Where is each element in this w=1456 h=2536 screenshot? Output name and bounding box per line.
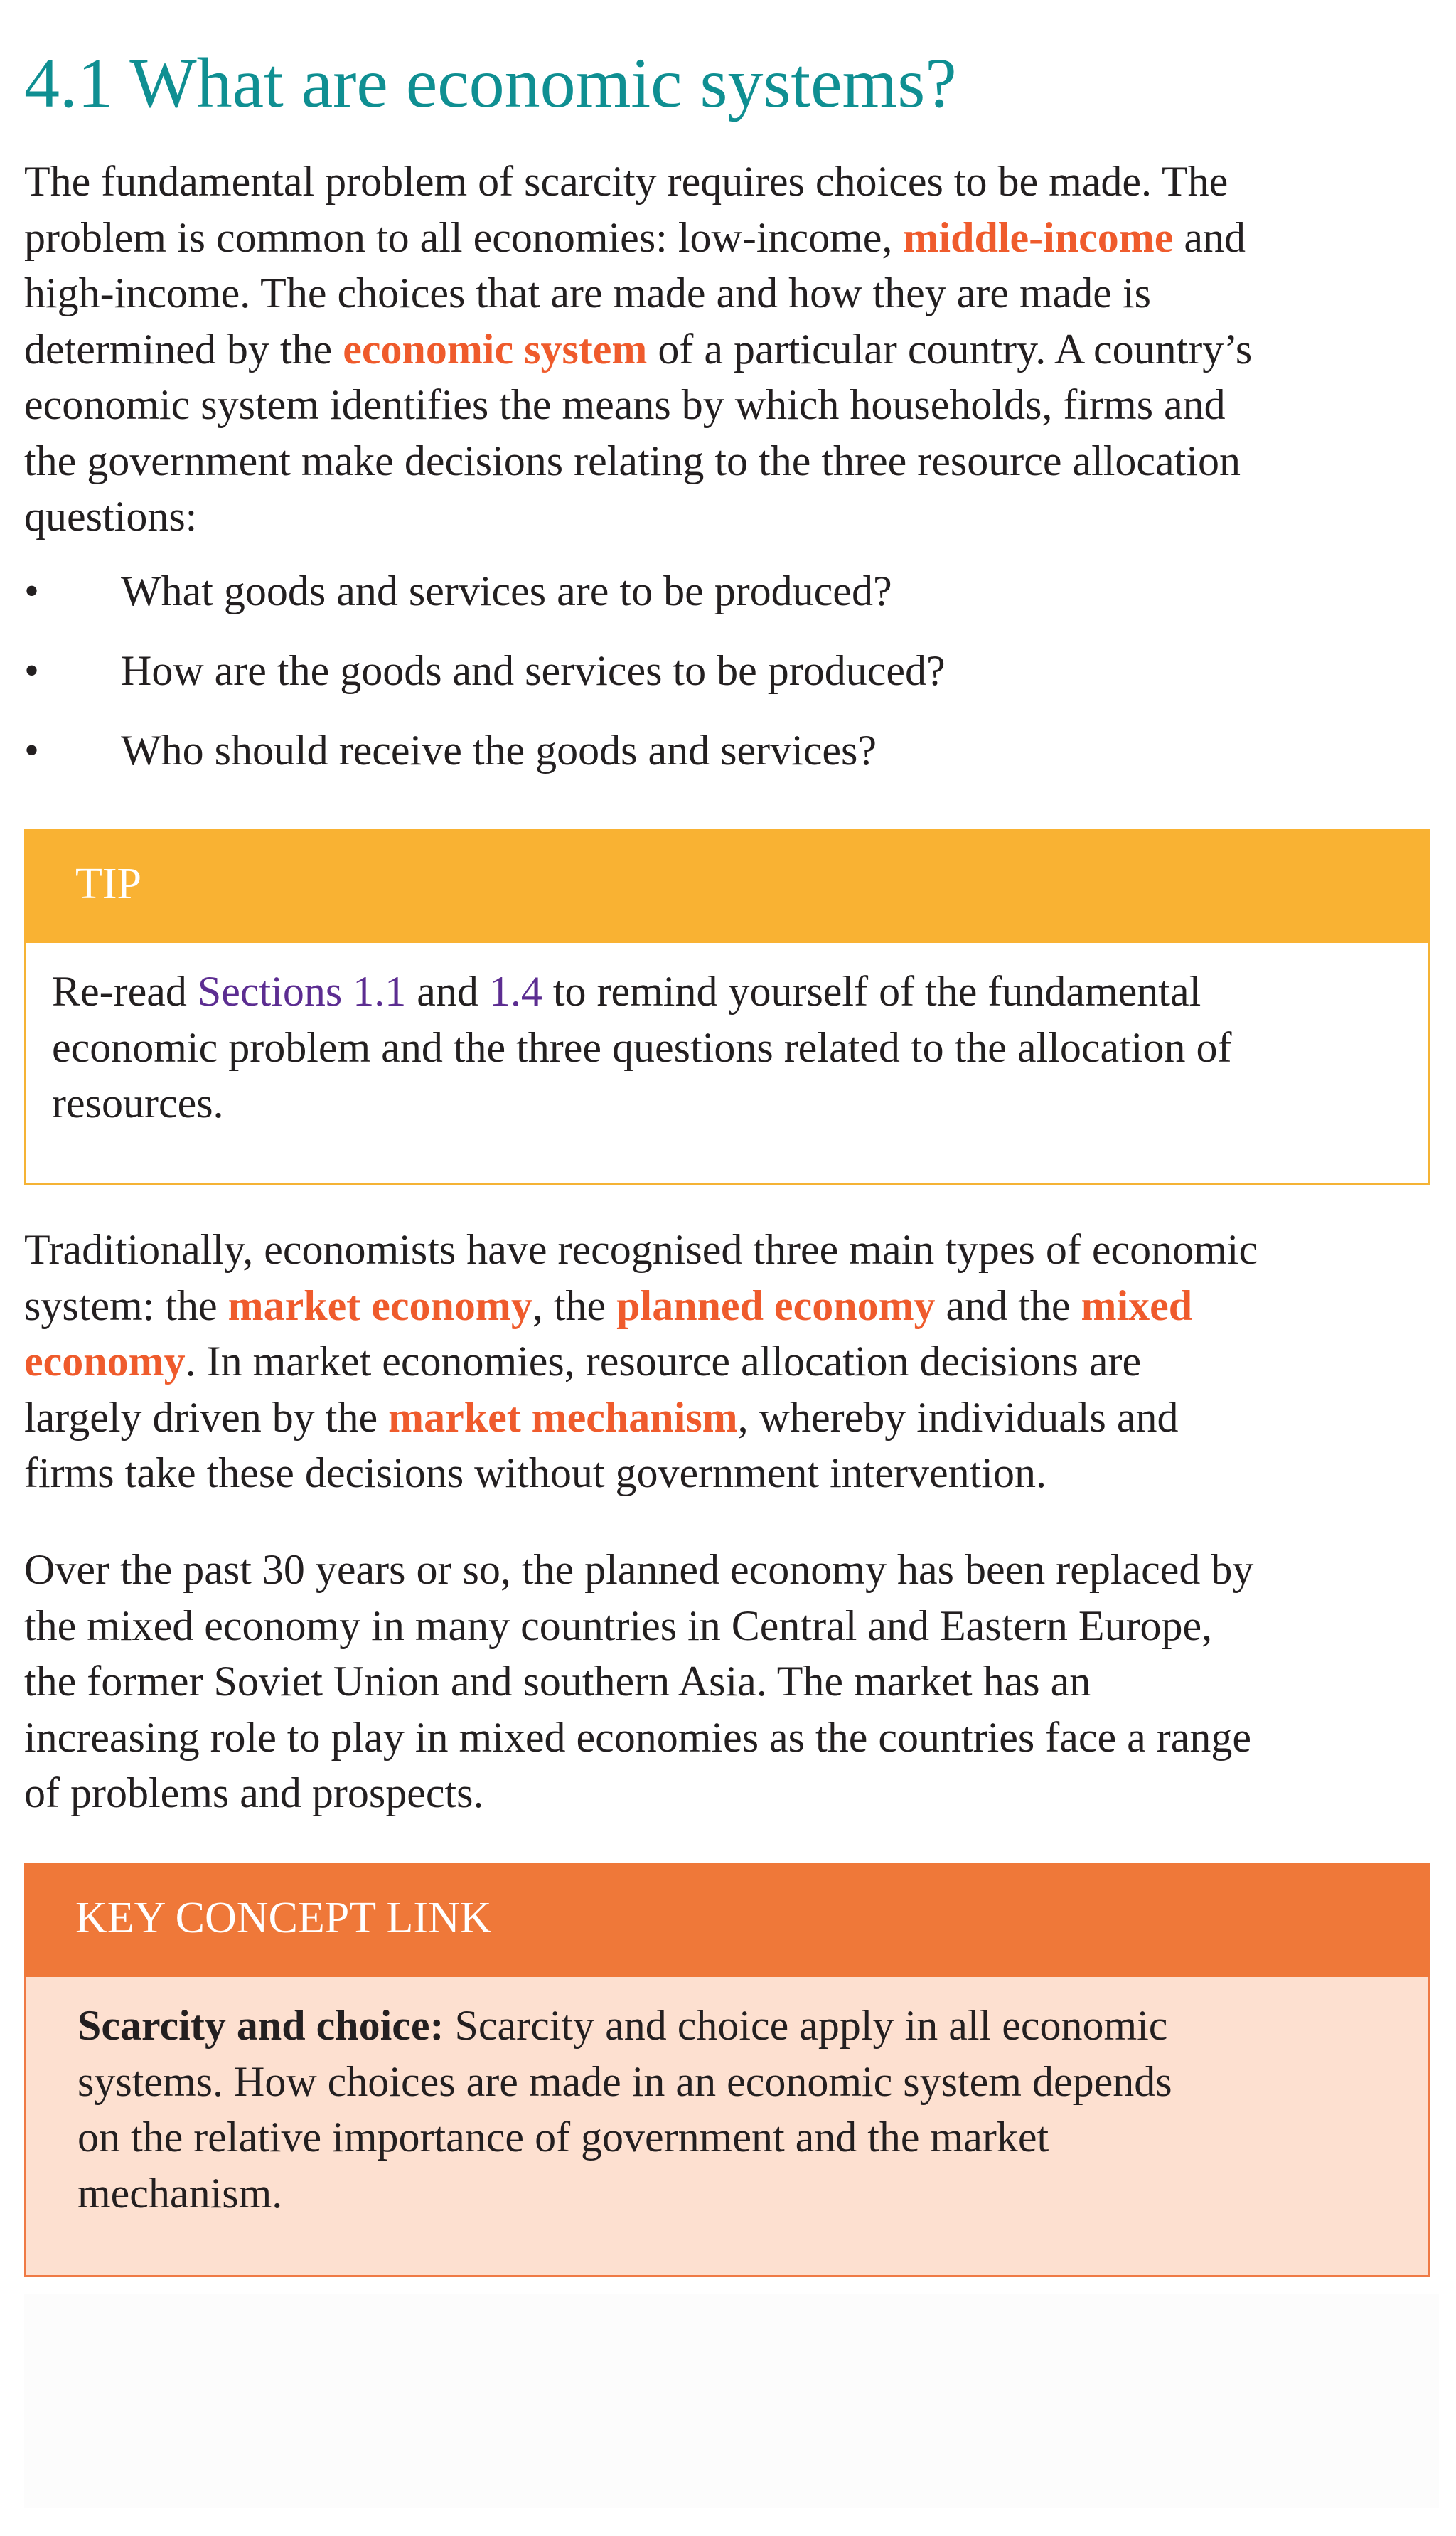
para-line: the former Soviet Union and southern Asia. The market has an xyxy=(24,1658,1091,1705)
intro-line: high-income. The choices that are made and how they are made is xyxy=(24,270,1151,316)
intro-line: questions: xyxy=(24,493,198,540)
list-item xyxy=(24,563,1439,643)
tip-line: and xyxy=(406,968,489,1015)
kcl-line: systems. How choices are made in an economic system depends xyxy=(77,2057,1172,2105)
intro-paragraph xyxy=(24,154,1439,545)
para-line: the mixed economy in many countries in Central and Eastern Europe, xyxy=(24,1602,1213,1649)
para-line: Over the past 30 years or so, the planned economy has been replaced by xyxy=(24,1546,1254,1593)
para-line: system: the xyxy=(24,1282,228,1329)
intro-line: problem is common to all economies: low-income, xyxy=(24,213,904,261)
kcl-line: Scarcity and choice apply in all economic xyxy=(444,2002,1168,2049)
questions-list xyxy=(24,563,1439,802)
bullet-icon: • xyxy=(24,727,40,774)
bullet-icon: • xyxy=(24,568,40,614)
tip-heading: TIP xyxy=(75,860,141,908)
kcl-line: on the relative importance of government and the market xyxy=(77,2114,1049,2161)
list-item-text: Who should receive the goods and services? xyxy=(121,727,877,774)
para-line: firms take these decisions without government intervention. xyxy=(24,1449,1047,1496)
para-line: increasing role to play in mixed economies as the countries face a range xyxy=(24,1713,1251,1761)
key-concept-link-box xyxy=(24,1863,1430,2277)
list-item-text: What goods and services are to be produced? xyxy=(121,568,892,614)
key-concept-link-text xyxy=(77,1998,1400,2221)
tip-line: Re-read xyxy=(52,968,198,1015)
tip-box xyxy=(24,829,1430,1185)
para-line: and the xyxy=(935,1282,1081,1329)
intro-line: The fundamental problem of scarcity requires choices to be made. The xyxy=(24,158,1228,205)
kcl-line: mechanism. xyxy=(77,2169,283,2217)
intro-line: economic system identifies the means by which households, firms and xyxy=(24,381,1226,428)
para-line: . In market economies, resource allocation decisions are xyxy=(185,1338,1142,1385)
tip-line: resources. xyxy=(52,1080,224,1126)
history-paragraph xyxy=(24,1542,1439,1821)
intro-line: determined by the xyxy=(24,325,343,373)
concept-lead: Scarcity and choice: xyxy=(77,2002,444,2049)
keyword-market-economy[interactable]: market economy xyxy=(228,1282,532,1329)
para-line: , whereby individuals and xyxy=(737,1393,1179,1441)
tip-line: economic problem and the three questions related to the allocation of xyxy=(52,1023,1232,1071)
tip-line: to remind yourself of the fundamental xyxy=(542,968,1201,1015)
para-line: largely driven by the xyxy=(24,1393,389,1441)
list-item xyxy=(24,643,1439,723)
keyword-market-mechanism[interactable]: market mechanism xyxy=(388,1393,738,1441)
para-line: of problems and prospects. xyxy=(24,1769,484,1816)
page-margin xyxy=(24,2294,1439,2508)
tip-text xyxy=(52,964,1403,1131)
link-sections-1-1[interactable]: Sections 1.1 xyxy=(197,968,407,1015)
keyword-middle-income[interactable]: middle-income xyxy=(903,213,1174,261)
keyword-planned-economy[interactable]: planned economy xyxy=(616,1282,936,1329)
keyword-mixed-economy[interactable]: mixed xyxy=(1081,1282,1193,1329)
para-line: Traditionally, economists have recognised three main types of economic xyxy=(24,1226,1258,1273)
keyword-economic-system[interactable]: economic system xyxy=(343,325,648,373)
types-paragraph xyxy=(24,1222,1439,1501)
key-concept-link-header xyxy=(24,1863,1430,1977)
intro-line: and xyxy=(1173,213,1246,261)
list-item-text: How are the goods and services to be produced? xyxy=(121,647,946,694)
key-concept-link-heading: KEY CONCEPT LINK xyxy=(75,1894,492,1942)
tip-header xyxy=(24,829,1430,943)
bullet-icon: • xyxy=(24,647,40,694)
keyword-mixed-economy[interactable]: economy xyxy=(24,1338,186,1385)
section-title: 4.1 What are economic systems? xyxy=(24,43,957,122)
link-section-1-4[interactable]: 1.4 xyxy=(488,968,542,1015)
para-line: , the xyxy=(532,1282,617,1329)
intro-line: of a particular country. A country’s xyxy=(647,325,1253,373)
list-item xyxy=(24,723,1439,802)
intro-line: the government make decisions relating to the three resource allocation xyxy=(24,437,1241,484)
